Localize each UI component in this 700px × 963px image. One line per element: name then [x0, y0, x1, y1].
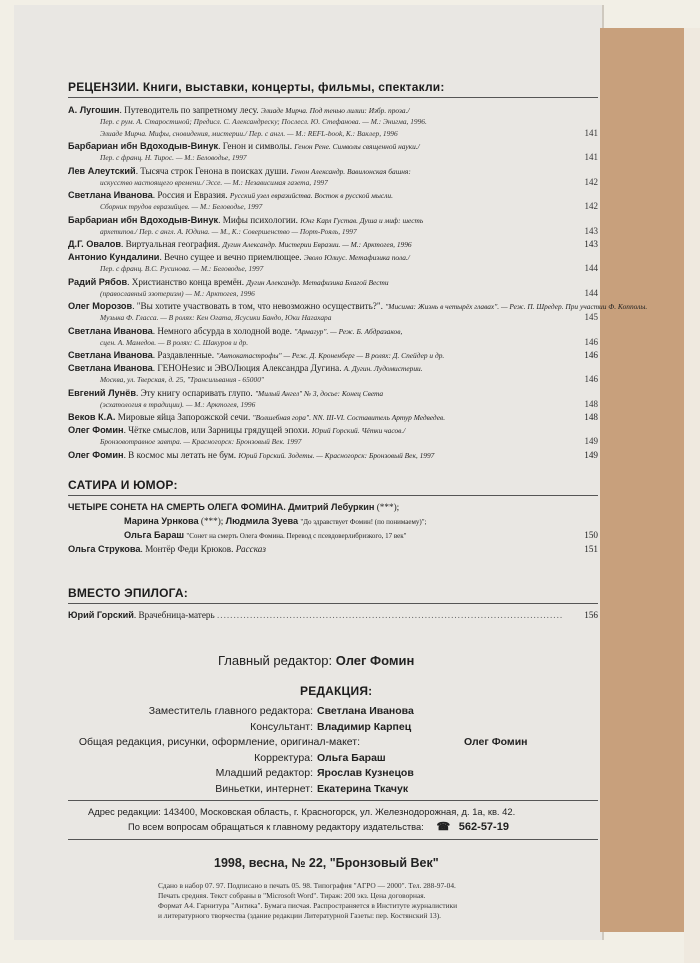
review-entry: [68, 213, 600, 227]
review-author: Светлана Иванова: [68, 325, 153, 336]
review-author: Олег Фомин: [68, 449, 124, 460]
page-number: 142: [582, 177, 599, 188]
cover-edge: [600, 28, 684, 932]
satire-author: Ольга Бараш: [124, 530, 185, 540]
review-details-text: Сборник трудов евразийцев. — М.: Беловодье, 1997: [100, 202, 263, 211]
staff-role: Младший редактор:: [215, 767, 313, 779]
satire-author: Ольга Струкова: [68, 544, 141, 554]
review-details-text: искусство настоящего времени./ Эссе. — М.: Независимая газета, 1997: [100, 177, 328, 187]
review-entry: [68, 448, 600, 462]
address-line: Адрес редакции: 143400, Московская область, г. Красногорск, ул. Железнодорожная, д. 1а, кв. 42.: [88, 806, 516, 817]
review-title: . Раздавленные.: [152, 350, 214, 360]
review-title: . Чётке смыслов, или Зарницы грядущей эпохи.: [123, 425, 310, 435]
review-details-text: "Автокатастрофы" — Реж. Д. Кроненберг — В ролях: Д. Спейдер и др.: [216, 351, 445, 360]
epilogue-title: . Врачебница-матерь: [133, 610, 215, 620]
page-number: 144: [582, 288, 599, 299]
satire-genre: Рассказ: [235, 544, 266, 554]
review-entry: [68, 139, 600, 153]
review-author: Радий Рябов: [68, 276, 128, 287]
review-entry: [68, 237, 600, 251]
page-number: 146: [582, 337, 599, 348]
review-author: А. Лугошин: [68, 105, 120, 115]
staff-name: Ольга Бараш: [317, 751, 386, 764]
review-details-text: сцен. А. Мамедов. — В ролях: С. Шакуров и др.: [100, 337, 249, 347]
imprint-line: Формат А4. Гарнитура "Антика". Бумага писчая. Распространяется в Институте журналистики: [158, 901, 458, 910]
review-title: . В космос мы летать не бум.: [123, 449, 237, 460]
review-details-text: Эволо Юлиус. Метафизика пола./: [303, 253, 410, 262]
contact-text: По всем вопросам обращаться к главному редактору издательства:: [128, 821, 424, 832]
review-details-text: Юрий Горский. Зодеты. — Красногорск: Бронзовый Век, 1997: [238, 450, 435, 460]
staff-role: Общая редакция, рисунки, оформление, оригинал-макет:: [78, 736, 360, 748]
page-number: 156: [581, 608, 598, 622]
review-entry: [68, 324, 600, 338]
review-title: . ГЕНОНезис и ЭВОЛюция Александра Дугина.: [152, 363, 342, 373]
review-details: [100, 116, 600, 127]
imprint-line: и литературного творчества (здание редакции Литературной Газеты: пер. Костянский 13).: [158, 911, 442, 920]
satire-note: "Сонет на смерть Олега Фомина. Перевод с псевдоверлибризкого, 17 век": [186, 532, 407, 540]
review-details-text: Юнг Карл Густав. Душа и миф: шесть: [300, 215, 424, 225]
review-details-text: А. Дугин. Лудомистерии.: [343, 364, 423, 373]
page-number: 141: [582, 128, 599, 139]
staff-role: Консультант:: [250, 720, 313, 733]
review-title: . Немного абсурда в холодной воде.: [152, 325, 292, 336]
review-entry: [68, 423, 600, 437]
satire-author: Людмила Зуева: [225, 516, 299, 526]
review-details-text: Генон Александр. Вавилонская башня:: [290, 166, 411, 176]
review-title: . Тысяча строк Генона в поисках души.: [135, 165, 289, 176]
review-details-text: "Милый Ангел" № 3, досье: Конец Света: [254, 388, 384, 398]
page-number: 149: [582, 436, 599, 447]
page-number: 141: [582, 152, 599, 163]
review-details-text: Дугин Александр. Мистерии Евразии. — М.: Арктогея, 1996: [222, 240, 412, 249]
epilogue-heading: ВМЕСТО ЭПИЛОГА:: [68, 586, 188, 600]
contact-line: [128, 821, 509, 833]
satire-mark: (***);: [376, 502, 400, 512]
review-details-text: "Мисима: Жизнь в четырёх главах". — Реж. П. Шредер. При участии Ф. Копполы.: [385, 302, 648, 311]
page-number: 142: [582, 201, 599, 212]
satire-barash-line: [124, 528, 600, 542]
reviews-heading: РЕЦЕНЗИИ. Книги, выставки, концерты, фильмы, спектакли:: [68, 80, 445, 94]
review-details-text: (эсхатология в традиции). — М.: Арктогея, 1996: [100, 399, 256, 409]
review-details-text: Русский узел евразийства. Восток в русской мысли.: [229, 191, 393, 200]
epilogue-entry: Юрий Горский. Врачебница-матерь ......................................................................................................... 156: [68, 610, 598, 620]
review-details-text: Пер. с франц. Н. Тирос. — М.: Беловодье, 1997: [100, 153, 247, 162]
review-entry: [68, 275, 600, 289]
page-number: 144: [582, 263, 599, 274]
review-entry: [68, 410, 600, 424]
staff-name: Светлана Иванова: [317, 705, 414, 717]
review-author: Светлана Иванова: [68, 190, 153, 200]
review-title: Мировые яйца Запорожской сечи.: [115, 412, 251, 422]
satire-mark: (***);: [200, 516, 224, 526]
staff-role: Корректура:: [254, 751, 313, 764]
review-author: Барбариан ибн Вдоходыв-Винук: [68, 141, 219, 151]
review-title: . Мифы психологии.: [218, 214, 298, 225]
review-details: [100, 152, 600, 163]
satire-sonnets-line: [68, 500, 600, 514]
review-title: . Генон и символы.: [218, 141, 292, 151]
review-title: . Россия и Евразия.: [152, 190, 228, 200]
review-entry: [68, 299, 648, 313]
scan-margin: [684, 28, 700, 963]
satire-heading: САТИРА И ЮМОР:: [68, 478, 178, 492]
review-details: [100, 201, 600, 212]
review-details: [100, 312, 600, 323]
chief-editor-line: [218, 654, 414, 668]
page-number: 146: [581, 348, 598, 362]
review-title: . Путеводитель по запретному лесу.: [119, 105, 259, 115]
review-author: Антонио Кундалини: [68, 252, 160, 262]
review-author: Евгений Лунёв: [68, 387, 136, 398]
review-details-text: Генон Рене. Символы священной науки./: [294, 142, 420, 151]
page-number: 143: [581, 237, 598, 251]
review-entry: [68, 103, 600, 117]
review-author: Веков К.А.: [68, 412, 116, 422]
review-details: [100, 263, 600, 274]
review-author: Олег Морозов: [68, 301, 133, 311]
review-details-text: Пер. с франц. В.С. Русинова. — М.: Беловодье, 1997: [100, 264, 264, 273]
review-entry: [68, 250, 600, 264]
review-details: [100, 374, 600, 385]
page-number: 148: [582, 399, 599, 410]
satire-title: . Монтёр Феди Крюков.: [140, 544, 234, 554]
satire-divider: [68, 495, 598, 496]
page-number: 150: [581, 528, 598, 542]
review-author: Олег Фомин: [68, 425, 124, 435]
review-details-text: "Армагур". — Реж. Б. Абдразаков,: [294, 326, 403, 336]
page-number: 149: [581, 448, 598, 462]
staff-name: Олег Фомин: [464, 736, 528, 748]
phone-number: 562-57-19: [458, 821, 509, 833]
review-details: [100, 226, 600, 237]
review-details: [100, 399, 600, 410]
review-details: [100, 288, 600, 299]
page-number: 145: [582, 312, 599, 323]
staff-name: Владимир Карпец: [317, 720, 412, 733]
review-details-text: Элиаде Мирча. Под тенью лилии: Избр. проза./: [260, 106, 410, 115]
chief-editor-label: Главный редактор:: [218, 653, 333, 668]
satire-story-line: [68, 542, 600, 556]
issue-line: 1998, весна, № 22, "Бронзовый Век": [214, 856, 439, 870]
review-details-text: (православный эзотеризм) — М.: Арктогея, 1996: [100, 288, 255, 298]
review-details-text: Бронзовотравное завтра. — Красногорск: Бронзовый Век. 1997: [100, 437, 302, 446]
review-title: . Христианство конца времён.: [127, 276, 245, 287]
staff-name: Ярослав Кузнецов: [317, 767, 414, 779]
review-details-text: Юрий Горский. Чётки часов./: [311, 426, 406, 435]
satire-sonnets-title: ЧЕТЫРЕ СОНЕТА НА СМЕРТЬ ОЛЕГА ФОМИНА.: [68, 502, 286, 512]
imprint-line: Сдано в набор 07. 97. Подписано в печать 05. 98. Типография "АГРО — 2000". Тел. 288-97-04.: [158, 881, 456, 890]
review-author: Светлана Иванова: [68, 363, 153, 373]
satire-author: Дмитрий Лебуркин: [288, 502, 375, 512]
page-number: 146: [582, 374, 599, 385]
review-title: . Эту книгу оспаривать глупо.: [135, 387, 253, 398]
review-details: [100, 177, 600, 188]
review-details-text: "Волшебная гора". NN. III-VI. Составитель Артур Медведев.: [252, 413, 446, 422]
review-author: Барбариан ибн Вдоходыв-Винук: [68, 214, 219, 225]
address-divider-top: [68, 800, 598, 801]
satire-author: Марина Урнкова: [124, 516, 199, 526]
staff-role: Заместитель главного редактора:: [148, 705, 313, 717]
page-number: 143: [582, 226, 599, 237]
review-entry: [68, 188, 600, 202]
review-entry: [68, 361, 600, 375]
epilogue-author: Юрий Горский: [68, 610, 134, 620]
page-number: 151: [581, 542, 598, 556]
review-title: . "Вы хотите участвовать в том, что невозможно осуществить?".: [132, 301, 383, 311]
review-author: Лев Алеутский: [68, 165, 136, 176]
page-number: 148: [581, 410, 598, 424]
review-details: [100, 436, 600, 447]
reviews-divider: [68, 97, 598, 98]
review-author: Д.Г. Овалов: [68, 239, 122, 249]
imprint-line: Печать средняя. Текст собраны в "Microsoft Word". Тираж: 200 экз. Цена договорная.: [158, 891, 426, 900]
satire-authors-line: [124, 514, 600, 528]
review-details-text: Музыка Ф. Гласса. — В ролях: Кен Огата, Ясусики Бандо, Юки Нагахара: [100, 313, 332, 322]
review-title: . Вечно сущее и вечно приемлющее.: [159, 252, 302, 262]
staff-heading: РЕДАКЦИЯ:: [300, 684, 373, 698]
review-entry: [68, 348, 600, 362]
review-details: [100, 337, 600, 348]
staff-role: Виньетки, интернет:: [215, 782, 313, 795]
review-entry: [68, 164, 600, 178]
review-details-text: Пер. с рум. А. Старостиной; Предисл. С. Александреску; Послесл. Ю. Стефанова. — М.: Энигма, 1996.: [100, 117, 427, 126]
chief-editor-name: Олег Фомин: [335, 653, 415, 668]
review-details-text: Элиаде Мирча. Мифы, сновидения, мистерии./ Пер. с англ. — М.: REFL-book, К.: Ваклер, 1996: [100, 128, 398, 138]
review-details-text: Москва, ул. Тверская, д. 25, "Трансильвания - 65000": [100, 375, 264, 384]
review-details: [100, 128, 600, 139]
address-divider-bottom: [68, 839, 598, 840]
review-author: Светлана Иванова: [68, 350, 153, 360]
review-title: . Виртуальная география.: [121, 239, 221, 249]
review-details-text: архетипов./ Пер. с англ. А. Юдина. — М., К.: Совершенство — Порт-Рояль, 1997: [100, 226, 357, 236]
satire-note: "До здравствует Фомин! (по понимаему)";: [300, 518, 427, 526]
epilogue-divider: [68, 603, 598, 604]
review-entry: [68, 386, 600, 400]
review-details-text: Дугин Александр. Метафизика Благой Вести: [246, 277, 389, 287]
staff-name: Екатерина Ткачук: [317, 782, 409, 795]
phone-icon: ☎: [436, 821, 451, 833]
